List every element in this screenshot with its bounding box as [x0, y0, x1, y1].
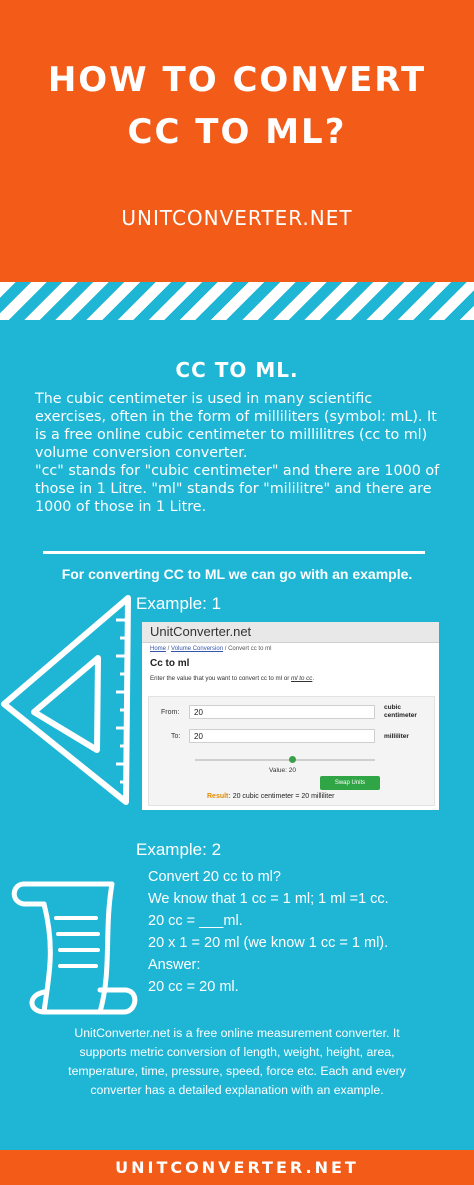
screenshot-brand[interactable]: UnitConverter.net [150, 624, 252, 639]
footer-line: temperature, time, pressure, speed, force etc. Each and every [68, 1064, 406, 1078]
example-2-title: Example: 2 [136, 840, 222, 859]
to-input[interactable]: 20 [189, 729, 375, 743]
step-line: Convert 20 cc to ml? [148, 869, 281, 885]
converter-description [150, 675, 314, 682]
breadcrumb-separator: / [166, 646, 172, 652]
result-label: Result: [207, 793, 231, 800]
to-label: To: [171, 733, 181, 740]
from-input[interactable]: 20 [189, 705, 375, 719]
converter-heading: Cc to ml [150, 658, 190, 669]
footer-description [0, 1024, 474, 1100]
screenshot-header [142, 622, 439, 643]
example-2-steps [148, 866, 389, 998]
result-text: 20 cubic centimeter = 20 milliliter [232, 793, 335, 800]
paper-scroll-icon [4, 870, 144, 1030]
description-end: . [312, 675, 315, 682]
footer-banner [0, 1150, 474, 1185]
example-1-title: Example: 1 [136, 594, 222, 613]
from-unit-line-2: centimeter [384, 712, 417, 719]
result-line [207, 793, 334, 800]
step-line: 20 cc = ___ml. [148, 913, 243, 929]
step-line: 20 cc = 20 ml. [148, 979, 239, 995]
intro-text [35, 390, 445, 516]
slider-handle[interactable] [289, 756, 296, 763]
footer-line: converter has a detailed explanation with an example. [90, 1083, 384, 1097]
section-divider [43, 551, 425, 554]
converter-panel [148, 696, 435, 806]
intro-paragraph-2: "cc" stands for "cubic centimeter" and there are 1000 of those in 1 Litre. "ml" stands for "mililitre" and there are 1000 of those in 1 Litre. [35, 463, 440, 515]
to-unit: milliliter [384, 733, 409, 740]
section-title: CC TO ML. [175, 358, 299, 382]
intro-paragraph-1: The cubic centimeter is used in many scientific exercises, often in the form of milliliters (symbol: mL). It is a free online cubic centimeter to millilitres (cc to ml) volume conversion converter. [35, 391, 437, 461]
footer-line: supports metric conversion of length, weight, height, area, [79, 1045, 395, 1059]
converter-screenshot [142, 622, 439, 810]
step-line: Answer: [148, 957, 201, 973]
step-line: We know that 1 cc = 1 ml; 1 ml =1 cc. [148, 891, 389, 907]
description-text: Enter the value that you want to convert cc to ml or [150, 675, 292, 682]
from-unit-line-1: cubic [384, 704, 401, 711]
striped-divider [0, 282, 474, 320]
breadcrumb-current: Convert cc to ml [228, 646, 272, 652]
footer-line: UnitConverter.net is a free online measurement converter. It [74, 1026, 400, 1040]
header-site-name[interactable]: UNITCONVERTER.NET [121, 206, 353, 230]
set-square-ruler-icon [0, 580, 140, 810]
header-banner [0, 0, 474, 282]
value-slider[interactable] [195, 759, 375, 761]
title-line-2: CC TO ML? [127, 112, 347, 152]
example-lead-text: For converting CC to ML we can go with an example. [61, 566, 413, 582]
breadcrumb-volume-conversion[interactable]: Volume Conversion [171, 646, 224, 652]
ml-to-cc-link[interactable]: ml to cc [291, 675, 313, 682]
breadcrumb-home[interactable]: Home [150, 646, 167, 652]
breadcrumb [150, 646, 271, 652]
title-line-1: HOW TO CONVERT [47, 60, 427, 100]
breadcrumb-separator: / [223, 646, 229, 652]
step-line: 20 x 1 = 20 ml (we know 1 cc = 1 ml). [148, 935, 389, 951]
from-unit [384, 704, 417, 720]
from-label: From: [161, 709, 180, 716]
swap-units-button[interactable]: Swap Units [320, 776, 380, 790]
slider-value-label: Value: 20 [269, 767, 296, 774]
page-title [0, 54, 474, 158]
footer-site-name[interactable]: UNITCONVERTER.NET [115, 1158, 359, 1177]
